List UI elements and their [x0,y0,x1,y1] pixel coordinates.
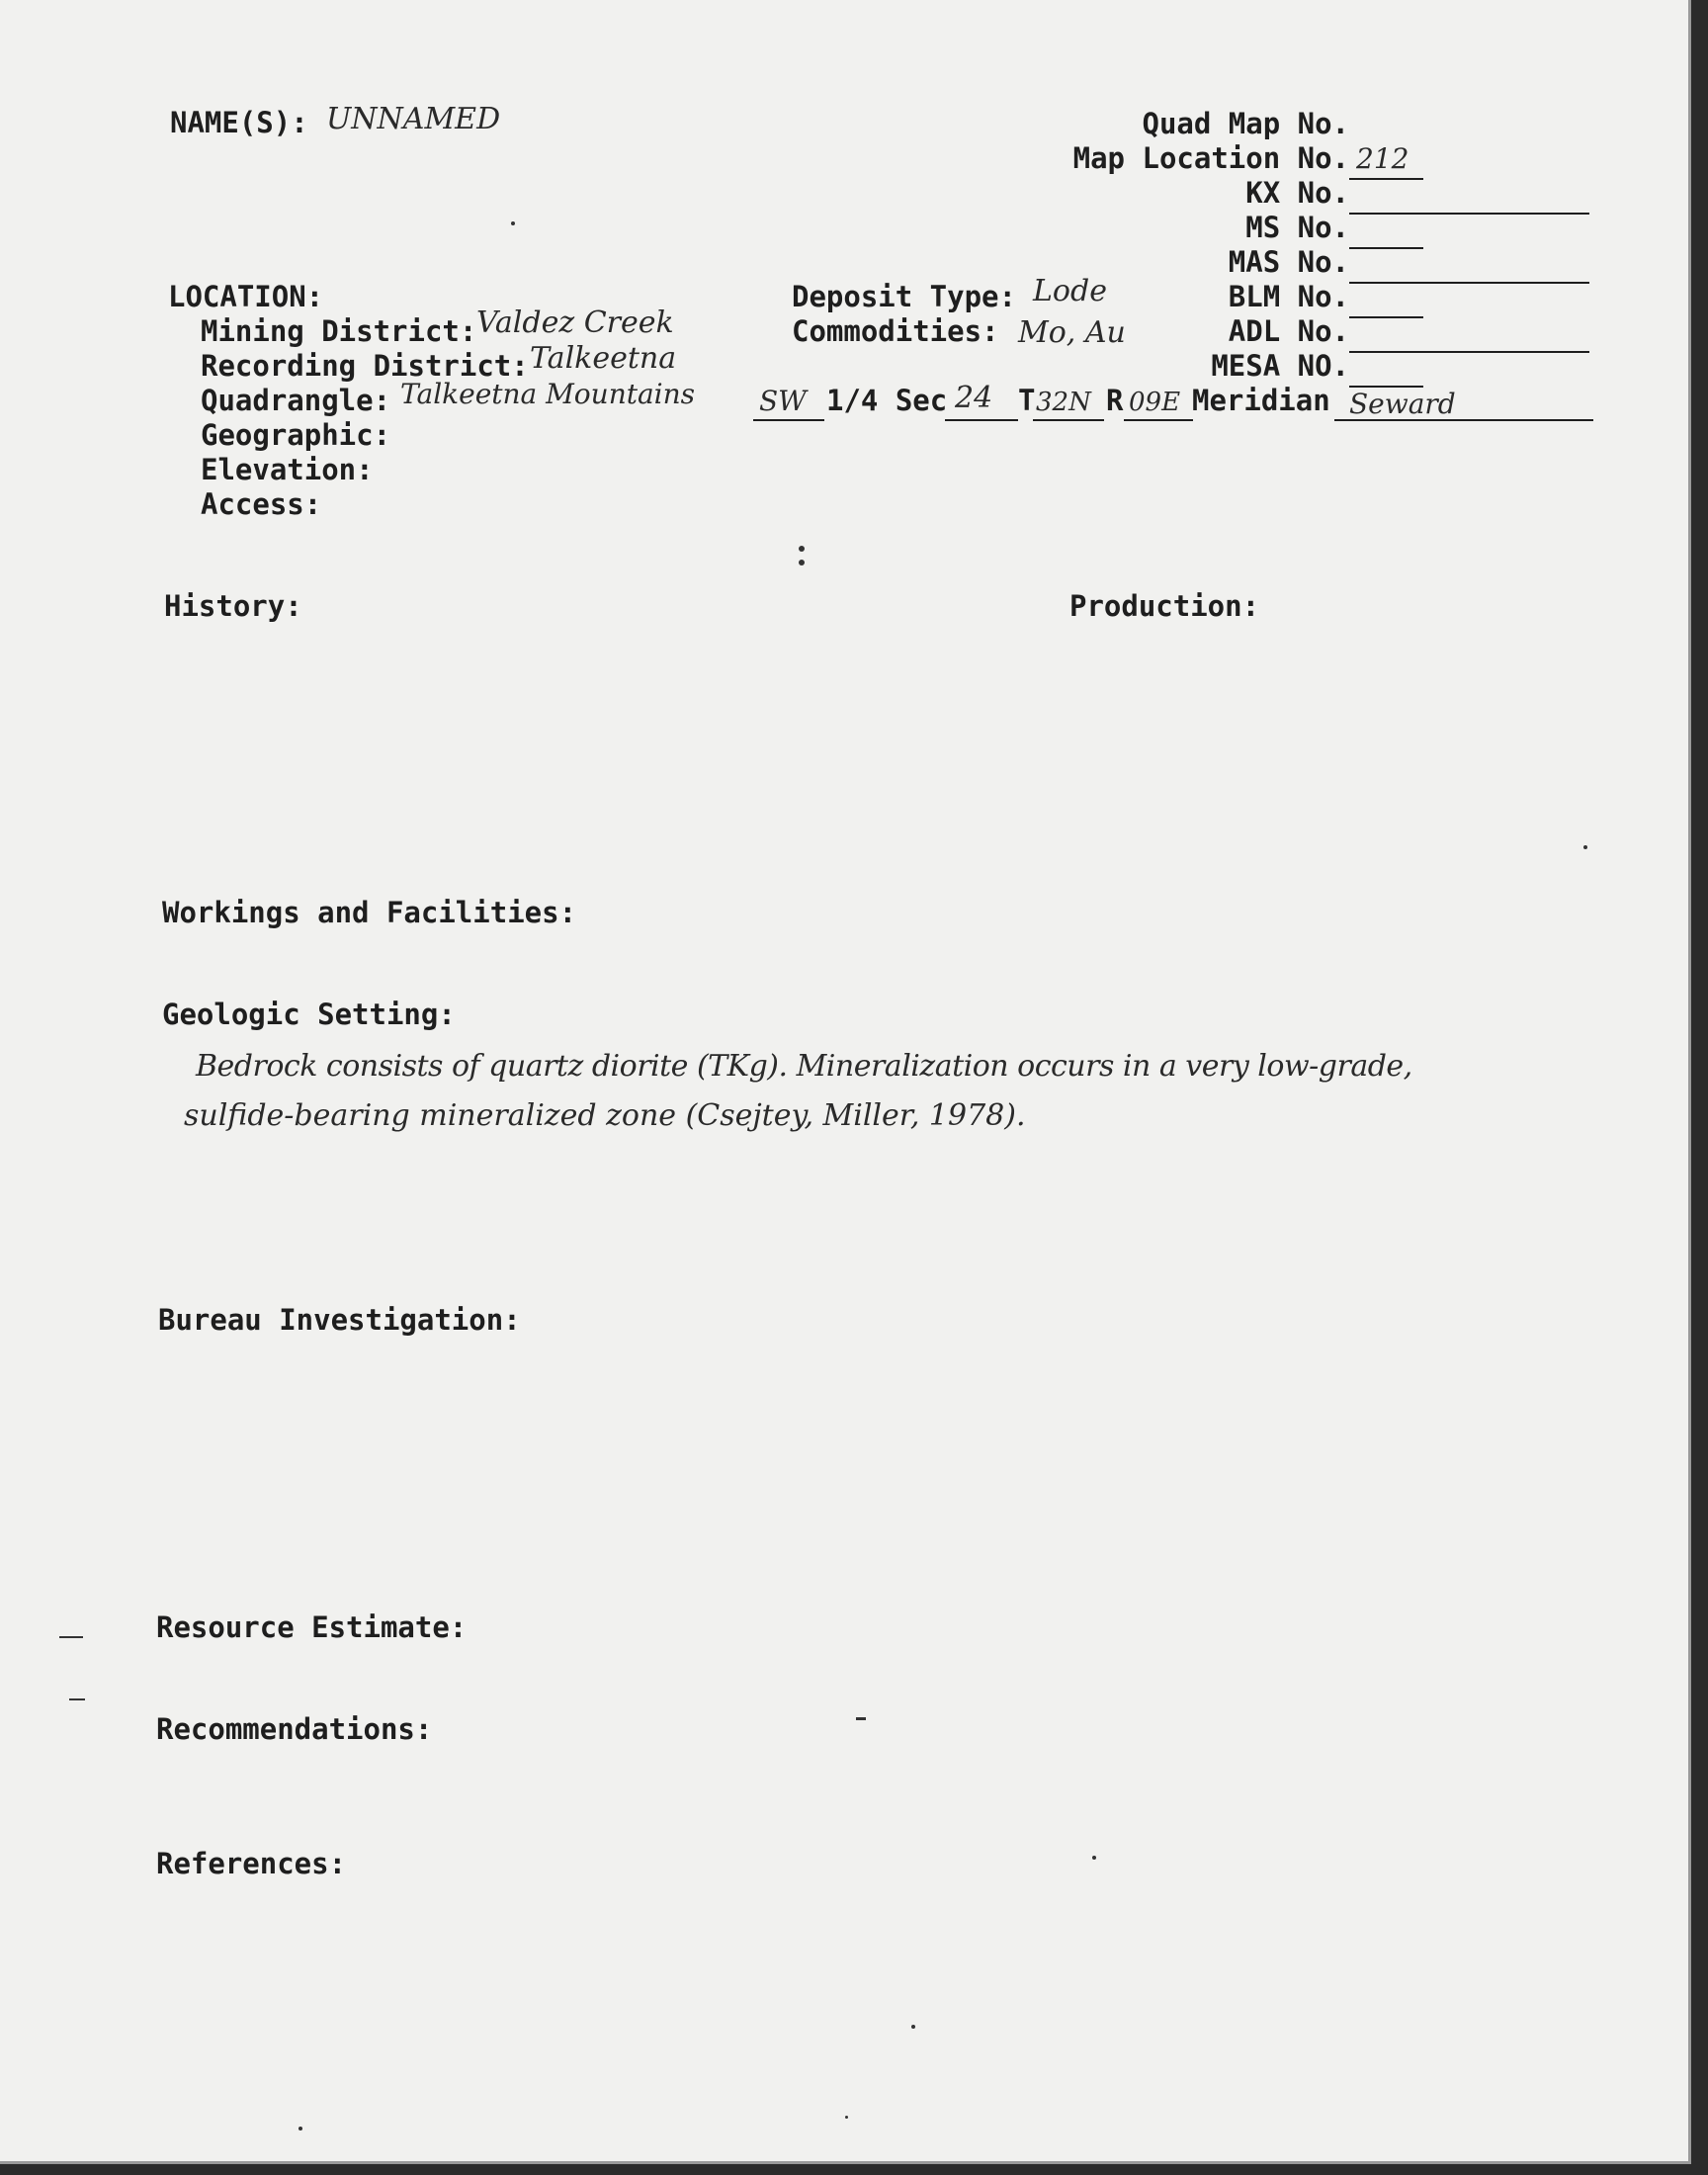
mas-line [1349,282,1589,284]
section-value: 24 [955,381,993,415]
production-heading: Production: [1069,589,1260,623]
resource-estimate-heading: Resource Estimate: [156,1610,468,1644]
scan-speck [845,2116,848,2119]
deposit-type-label: Deposit Type: [792,280,1016,313]
geologic-setting-text-line-1: Bedrock consists of quartz diorite (TKg). Mineralization occurs in a very low-grade, [196,1049,1412,1084]
section-line [945,419,1018,421]
township-line [1033,419,1104,421]
township-value: 32N [1036,388,1091,417]
mining-district-value: Valdez Creek [476,305,674,340]
map-location-label: Map Location No. [1072,141,1349,175]
quarter-section-label: 1/4 Sec [826,384,948,417]
scan-speck [799,560,805,566]
references-heading: References: [156,1847,347,1880]
name-value: UNNAMED [326,102,501,136]
scan-speck [856,1717,866,1720]
name-label: NAME(S): [170,106,308,139]
range-label: R [1106,384,1124,417]
meridian-value: Seward [1349,388,1456,420]
ms-label: MS No. [1245,211,1349,244]
range-line [1124,419,1193,421]
recording-district-value: Talkeetna [530,341,677,376]
scan-speck [511,221,515,225]
mining-district-label: Mining District: [201,314,477,348]
mas-label: MAS No. [1228,245,1349,279]
map-location-value: 212 [1356,142,1409,175]
scan-speck [911,2025,915,2029]
access-label: Access: [201,487,322,521]
scan-speck [299,2127,302,2131]
recommendations-heading: Recommendations: [156,1712,433,1746]
ms-line [1349,247,1423,249]
quarter-line [753,419,824,421]
map-location-line [1349,178,1423,180]
quarter-value: SW [759,385,807,417]
blm-line [1349,316,1423,318]
bureau-investigation-heading: Bureau Investigation: [158,1303,521,1337]
commodities-label: Commodities: [792,314,999,348]
recording-district-label: Recording District: [201,349,529,383]
scan-speck [59,1636,83,1638]
quadrangle-value: Talkeetna Mountains [400,378,696,410]
scan-speck [1583,845,1587,849]
kx-label: KX No. [1245,176,1349,210]
location-heading: LOCATION: [168,280,324,313]
scan-speck [799,546,805,552]
scan-speck [69,1698,85,1700]
quadrangle-label: Quadrangle: [201,384,391,417]
history-heading: History: [164,589,302,623]
geographic-label: Geographic: [201,418,391,452]
township-label: T [1018,384,1036,417]
adl-line [1349,351,1589,353]
meridian-line [1334,419,1593,421]
blm-label: BLM No. [1228,280,1349,313]
kx-line [1349,213,1589,215]
adl-label: ADL No. [1228,314,1349,348]
range-value: 09E [1129,388,1181,417]
commodities-value: Mo, Au [1018,315,1126,350]
deposit-type-value: Lode [1033,274,1107,308]
scan-speck [1092,1856,1096,1860]
quad-map-label: Quad Map No. [1142,107,1349,140]
geologic-setting-text-line-2: sulfide-bearing mineralized zone (Csejtey, Miller, 1978). [184,1098,1026,1133]
elevation-label: Elevation: [201,453,374,486]
geologic-setting-heading: Geologic Setting: [162,998,456,1031]
meridian-label: Meridian [1192,384,1330,417]
workings-heading: Workings and Facilities: [162,896,577,929]
mesa-label: MESA NO. [1211,349,1349,383]
